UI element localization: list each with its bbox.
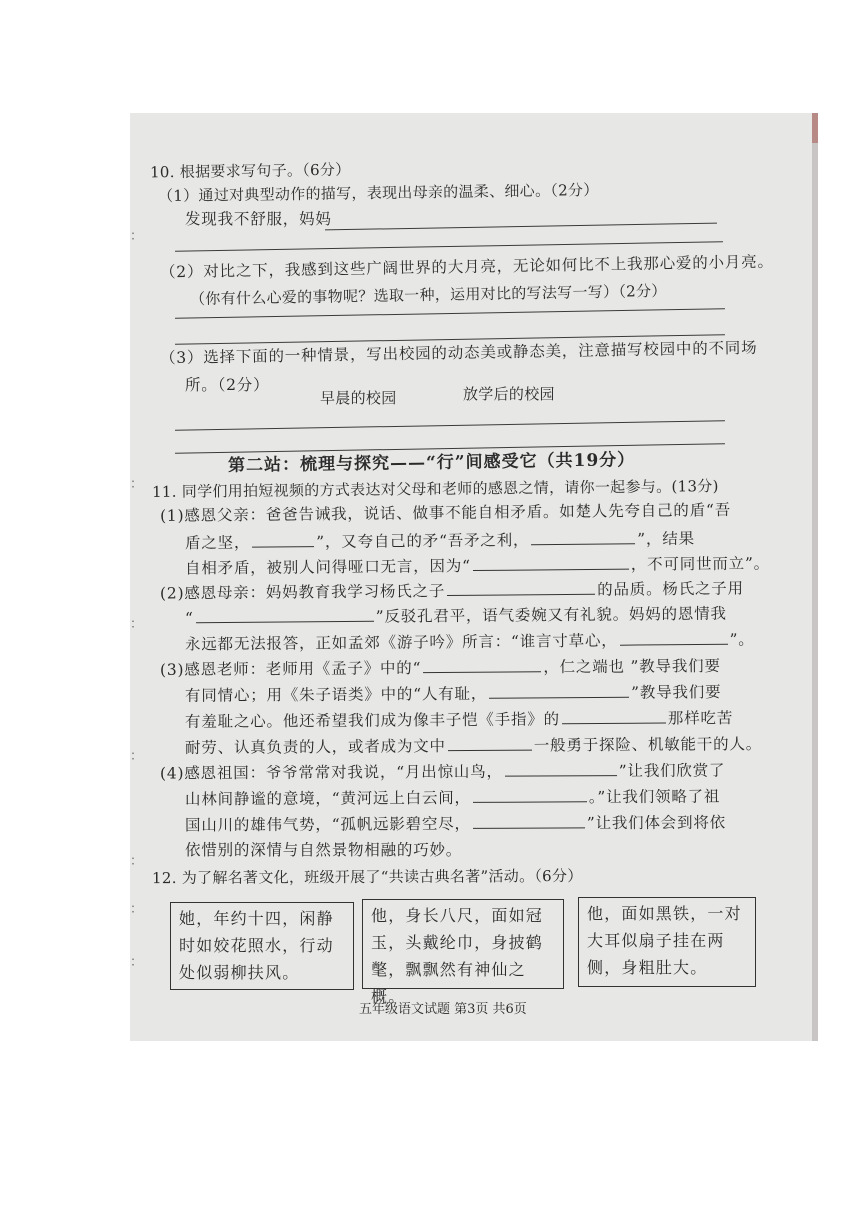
q10-part3-line1: （3）选择下面的一种情景，写出校园的动态美或静态美，注意描写校园中的不同场 xyxy=(159,338,758,368)
page-footer: 五年级语文试题 第3页 共6页 xyxy=(359,1002,527,1017)
q11-s4-line4: 依惜别的深情与自然景物相融的巧妙。 xyxy=(185,841,463,859)
text: ，不可同世而立”。 xyxy=(630,554,771,574)
q10-part1-lead: 发现我不舒服，妈妈 xyxy=(185,210,332,228)
exam-paper-photo xyxy=(130,113,818,1041)
text: 有同情心；用《朱子语类》中的“人有耻， xyxy=(184,684,488,705)
q10-part2-line1: （2）对比之下，我感到这些广阔世界的大月亮，无论如何比不上我那心爱的小月亮。 xyxy=(159,252,774,282)
answer-line xyxy=(175,241,723,252)
q11-s4-line1 xyxy=(160,761,725,784)
answer-blank[interactable] xyxy=(448,736,532,752)
text: 那样吃苦 xyxy=(667,709,734,728)
margin-bleed-mark: ： xyxy=(130,617,144,632)
text: (3)感恩老师：老师用《孟子》中的“ xyxy=(159,659,422,679)
answer-blank[interactable] xyxy=(562,709,666,725)
q11-s4-line3 xyxy=(185,813,726,836)
text: ，仁之端也 ”教导我们要 xyxy=(543,657,721,677)
text: “ xyxy=(184,609,194,628)
q11-s3-line2 xyxy=(185,682,722,706)
character-card-1: 她，年约十四，闲静时如姣花照水，行动处似弱柳扶风。 xyxy=(170,902,354,990)
q10-part2-line2: （你有什么心爱的事物呢？选取一种，运用对比的写法写一写）（2分） xyxy=(189,281,667,309)
text: ”教导我们要 xyxy=(631,683,722,702)
q12-title: 12. 为了解名著文化，班级开展了“共读古典名著”活动。（6分） xyxy=(151,866,583,888)
answer-blank[interactable] xyxy=(473,813,585,829)
answer-blank[interactable] xyxy=(473,787,587,803)
q11-s4-line2 xyxy=(185,787,720,810)
answer-line xyxy=(175,308,725,319)
q11-s2-line3 xyxy=(185,630,755,655)
character-card-3: 他，面如黑铁，一对大耳似扇子挂在两侧，身粗肚大。 xyxy=(578,897,756,987)
q11-s1-line3 xyxy=(185,553,770,578)
answer-blank[interactable] xyxy=(423,657,541,673)
q10-part3-line2: 所。（2分） xyxy=(185,376,270,394)
margin-bleed-mark: ： xyxy=(130,477,144,492)
answer-blank[interactable] xyxy=(447,580,595,596)
answer-blank[interactable] xyxy=(619,630,727,646)
text: ”，又夸自己的矛“吾矛之利， xyxy=(316,531,530,552)
text: 盾之坚， xyxy=(184,533,251,553)
text: ”让我们体会到将依 xyxy=(586,813,726,833)
character-card-2: 他，身长八尺，面如冠玉，头戴纶巾，身披鹤氅，飘飘然有神仙之概。 xyxy=(362,899,564,989)
text: 山林间静谧的意境，“黄河远上白云间， xyxy=(184,788,471,809)
margin-bleed-mark: ： xyxy=(130,955,144,970)
answer-blank[interactable] xyxy=(531,529,635,545)
q10-part1-prompt: （1）通过对典型动作的描写，表现出母亲的温柔、细心。（2分） xyxy=(157,180,599,206)
paper-edge-stain xyxy=(812,113,818,143)
q11-s1-line2 xyxy=(185,529,695,553)
margin-bleed-mark: ： xyxy=(130,854,144,869)
scene-option-after-school: 放学后的校园 xyxy=(463,385,555,403)
text: (2)感恩母亲：妈妈教育我学习杨氏之子 xyxy=(159,582,446,603)
text: ”。 xyxy=(729,630,755,649)
q11-s2-line1 xyxy=(160,578,744,603)
answer-blank[interactable] xyxy=(196,607,374,624)
q11-s3-line4 xyxy=(185,734,762,758)
text: 有羞耻之心。他还希望我们成为像丰子恺《手指》的 xyxy=(184,710,560,731)
q11-title: 11. 同学们用拍短视频的方式表达对父母和老师的感恩之情，请你一起参与。(13分) xyxy=(151,477,719,501)
q11-s3-line1 xyxy=(160,656,721,680)
text: 的品质。杨氏之子用 xyxy=(597,579,744,599)
answer-blank[interactable] xyxy=(489,683,629,699)
answer-blank[interactable] xyxy=(473,555,629,571)
text: 。”让我们领略了祖 xyxy=(588,787,721,807)
text: ”让我们欣赏了 xyxy=(618,761,726,781)
q11-s2-line2 xyxy=(185,604,727,629)
answer-blank[interactable] xyxy=(252,532,314,548)
text: 自相矛盾，被别人问得哑口无言，因为“ xyxy=(184,557,471,578)
text: 耐劳、认真负责的人，或者成为文中 xyxy=(184,737,446,758)
text: (4)感恩祖国：爷爷常常对我说，“月出惊山鸟， xyxy=(159,762,503,783)
margin-bleed-mark: ： xyxy=(130,229,144,244)
q10-title: 10. 根据要求写句子。（6分） xyxy=(149,160,351,182)
answer-line xyxy=(175,420,725,431)
q11-s1-line1: (1)感恩父亲：爸爸告诫我，说话、做事不能自相矛盾。如楚人先夸自己的盾“吾 xyxy=(159,501,732,525)
margin-bleed-mark: ： xyxy=(130,749,144,764)
text: 国山川的雄伟气势，“孤帆远影碧空尽， xyxy=(184,814,471,835)
answer-blank[interactable] xyxy=(505,761,617,777)
margin-bleed-mark: ： xyxy=(130,902,144,917)
text: 永远都无法报答，正如孟郊《游子吟》所言：“谁言寸草心， xyxy=(184,631,618,654)
section2-title: 第二站：梳理与探究——“行”间感受它（共19分） xyxy=(227,450,636,476)
text: ”，结果 xyxy=(637,529,695,549)
text: 一般勇于探险、机敏能干的人。 xyxy=(533,734,763,755)
scene-option-morning: 早晨的校园 xyxy=(320,389,397,407)
text: ”反驳孔君平，语气委婉又有礼貌。妈妈的恩情我 xyxy=(375,604,727,626)
answer-line xyxy=(325,223,717,231)
paper-edge xyxy=(812,113,818,1041)
q11-s3-line3 xyxy=(185,708,733,732)
